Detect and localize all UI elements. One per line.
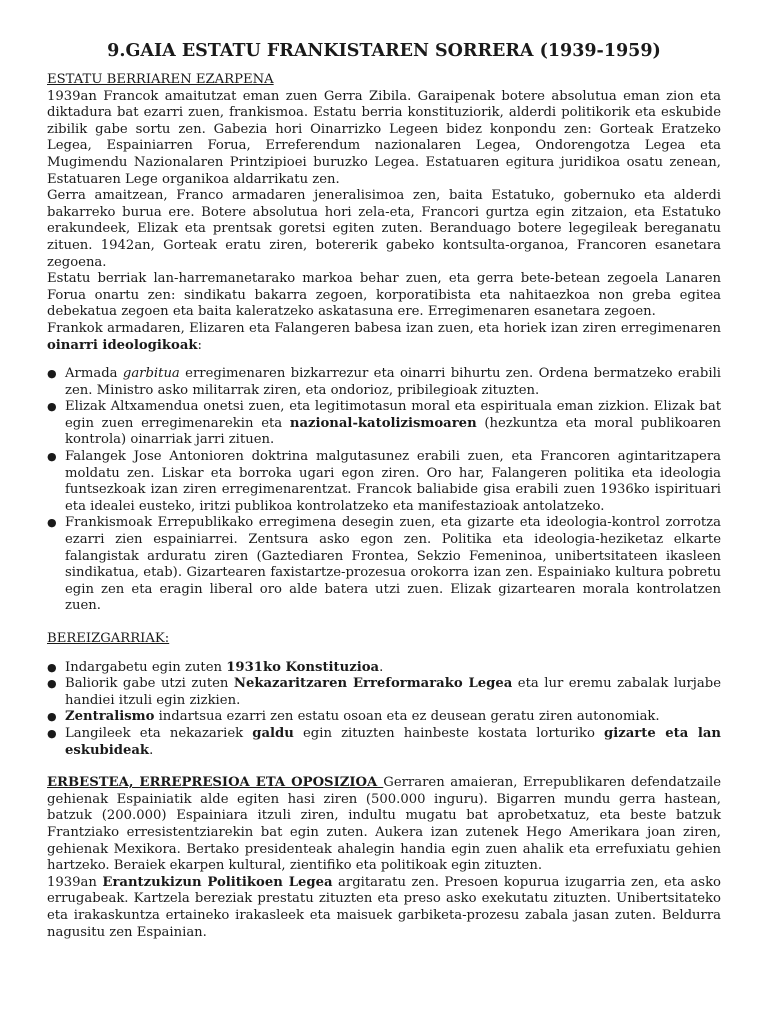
emphasis-bold: Nekazaritzaren Erreformarako Legea bbox=[233, 676, 513, 692]
section-heading-bereizgarriak: BEREIZGARRIAK: bbox=[47, 631, 170, 646]
text-run: Frankok armadaren, Elizaren eta Falangeren babesa izan zuen, eta horiek izan ziren erregimenaren bbox=[47, 320, 721, 336]
bullet-icon: ● bbox=[47, 710, 57, 724]
emphasis-oinarri-ideologikoak: oinarri ideologikoak bbox=[47, 337, 198, 353]
text-run: egin zituzten hainbeste kostata lorturiko bbox=[293, 725, 605, 741]
paragraph: 1939an Francok amaitutzat eman zuen Gerra Zibila. Garaipenak botere absolutua eman zion eta diktadura bat ezarri zuen, frankismoa. Estatu berria konstituziorik, alderdi politikorik eta eskubide zibilik gabe sortu zen. Gabezia hori Oinarrizko Legeen bidez konpondu zen: Gorteak Eratzeko Legea, Espainiarren Forua, Erreferendum nazionalaren Legea, Ondorengotza Legea eta Mugimendu Nazionalaren Printzipioei buruzko Legea. Estatuaren egitura juridikoa osatu zenean, Estatuaren Lege organikoa aldarrikatu zen. bbox=[47, 88, 721, 187]
bullet-icon: ● bbox=[47, 367, 57, 381]
bullet-icon: ● bbox=[47, 450, 57, 464]
emphasis-bold: 1931ko Konstituzioa bbox=[226, 659, 380, 675]
emphasis-italic: garbitua bbox=[122, 366, 180, 382]
emphasis-bold: galdu bbox=[252, 725, 294, 741]
list-item bbox=[47, 515, 721, 615]
list-item bbox=[47, 449, 721, 515]
list-item bbox=[47, 399, 721, 449]
text-run: . bbox=[149, 742, 154, 758]
emphasis-bold: gizarte eta lan eskubideak bbox=[65, 725, 721, 758]
page-title: 9.GAIA ESTATU FRANKISTAREN SORRERA (1939-1959) bbox=[107, 41, 661, 61]
paragraph: Estatu berriak lan-harremanetarako markoa behar zuen, eta gerra bete-betean zegoela Lanaren Forua onartu zen: sindikatu bakarra zegoen, korporatibista eta nahitaezkoa non greba egitea debekatua zegoen eta baita kaleratzeko askatasuna ere. Erregimenaren esanetara zegoen. bbox=[47, 271, 721, 320]
text-run: Gerraren amaieran, Errepublikaren defendatzaile gehienak Espainiatik alde egiten hasi ziren (500.000 inguru). Bigarren mundu gerra hastean, batzuk (200.000) Espainiara itzuli ziren, indultu mugatu bat aprobetxatuz, eta beste batzuk Frantziako erresistentziarekin bat egin zuten. Aukera izan zutenek Hego Amerikara joan ziren, gehienak Mexikora. Bertako presidenteak ahalegin handia egin zuen ahalik eta errefuxiatu gehien hartzeko. Beraiek ekarpen kultural, zientifiko eta politikoak egin zituzten. bbox=[47, 775, 721, 874]
list-item bbox=[47, 366, 721, 399]
bullet-list-oinarriak bbox=[47, 366, 721, 615]
bullet-icon: ● bbox=[47, 677, 57, 691]
section-body-erbestea bbox=[47, 775, 721, 941]
text-run: Frankismoak Errepublikako erregimena desegin zuen, eta gizarte eta ideologia-kontrol zorrotza ezarri zien espainiarrei. Zentsura asko egon zen. Politika eta ideologia-heziketaz elkarte falangistak arduratu ziren (Gaztediaren Frontea, Sekzio Femeninoa, unibertsitateen ikasleen sindikatua, etab). Gizartearen faxistartze-prozesua orokorra izan zen. Espainiako kultura pobretu egin zen eta eragin liberal oro alde batera utzi zuen. Elizak gizartearen morala kontrolatzen zuen. bbox=[65, 515, 721, 614]
bullet-icon: ● bbox=[47, 660, 57, 674]
section-heading-erbestea: ERBESTEA, ERREPRESIOA ETA OPOSIZIOA bbox=[47, 775, 384, 791]
paragraph bbox=[47, 321, 721, 354]
emphasis-bold: Zentralismo bbox=[65, 709, 155, 725]
text-run: (hezkuntza eta moral publikoaren kontrola) oinarriak jarri zituen. bbox=[65, 415, 721, 448]
text-run: Armada bbox=[65, 366, 123, 382]
text-run: Falangek Jose Antonioren doktrina malgutasunez erabili zuen, eta Francoren agintaritzapera moldatu zen. Liskar eta borroka ugari egon ziren. Oro har, Falangeren politika eta ideologia funtsezkoak izan ziren erregimenarentzat. Francok baliabide gisa erabili zuen 1936ko ispirituari eta idealei eusteko, iritzi publikoa kontrolatzeko eta manifestazioak antolatzeko. bbox=[65, 449, 721, 514]
paragraph bbox=[47, 875, 721, 941]
list-item bbox=[47, 660, 721, 677]
paragraph: Gerra amaitzean, Franco armadaren jeneralisimoa zen, baita Estatuko, gobernuko eta alderdi bakarreko burua ere. Botere absolutua hori zela-eta, Francori gurtza egin zitzaion, eta Estatuko erakundeek, Elizak eta prentsak goretsi egiten zuten. Beranduago botere legegileak bereganatu zituen. 1942an, Gorteak eratu ziren, botererik gabeko kontsulta-organoa, Francoren esanetara zegoena. bbox=[47, 188, 721, 270]
text-run: eta lur eremu zabalak lurjabe handiei itzuli egin zizkien. bbox=[65, 676, 721, 708]
document-page bbox=[47, 40, 721, 941]
text-run: 1939an bbox=[47, 874, 103, 890]
text-run: Elizak Altxamendua onetsi zuen, eta legitimotasun moral eta espirituala eman zizkion. Elizak bat egin zuen erregimenarekin eta bbox=[65, 399, 721, 431]
list-item bbox=[47, 709, 721, 726]
text-run: indartsua ezarri zen estatu osoan eta ez deusean geratu ziren autonomiak. bbox=[154, 709, 660, 725]
text-run: Langileek eta nekazariek bbox=[65, 725, 253, 741]
section-body-estatu-berria bbox=[47, 89, 721, 355]
emphasis-bold: Erantzukizun Politikoen Legea bbox=[102, 874, 333, 890]
section-heading-estatu-berria: ESTATU BERRIAREN EZARPENA bbox=[47, 72, 274, 87]
paragraph bbox=[47, 775, 721, 875]
list-item bbox=[47, 676, 721, 709]
bullet-list-bereizgarriak bbox=[47, 660, 721, 760]
text-run: . bbox=[379, 659, 384, 675]
text-run: argitaratu zen. Presoen kopurua izugarria zen, eta asko errugabeak. Kartzela bereziak prestatu zituzten eta preso asko exekutatu zituzten. Unibertsitateko eta irakaskuntza ertaineko irakasleek eta maisuek garbiketa-prozesu zabala jasan zuten. Beldurra nagusitu zen Espainian. bbox=[47, 874, 721, 940]
bullet-icon: ● bbox=[47, 726, 57, 740]
list-item bbox=[47, 726, 721, 759]
bullet-icon: ● bbox=[47, 516, 57, 530]
text-run: Indargabetu egin zuten bbox=[65, 659, 227, 675]
text-run: : bbox=[197, 337, 202, 353]
bullet-icon: ● bbox=[47, 400, 57, 414]
text-run: Baliorik gabe utzi zuten bbox=[65, 676, 234, 692]
text-run: erregimenaren bizkarrezur eta oinarri bihurtu zen. Ordena bermatzeko erabili zen. Ministro asko militarrak ziren, eta ondorioz, pribilegioak zituzten. bbox=[65, 366, 722, 398]
emphasis-bold: nazional-katolizismoaren bbox=[289, 415, 477, 431]
